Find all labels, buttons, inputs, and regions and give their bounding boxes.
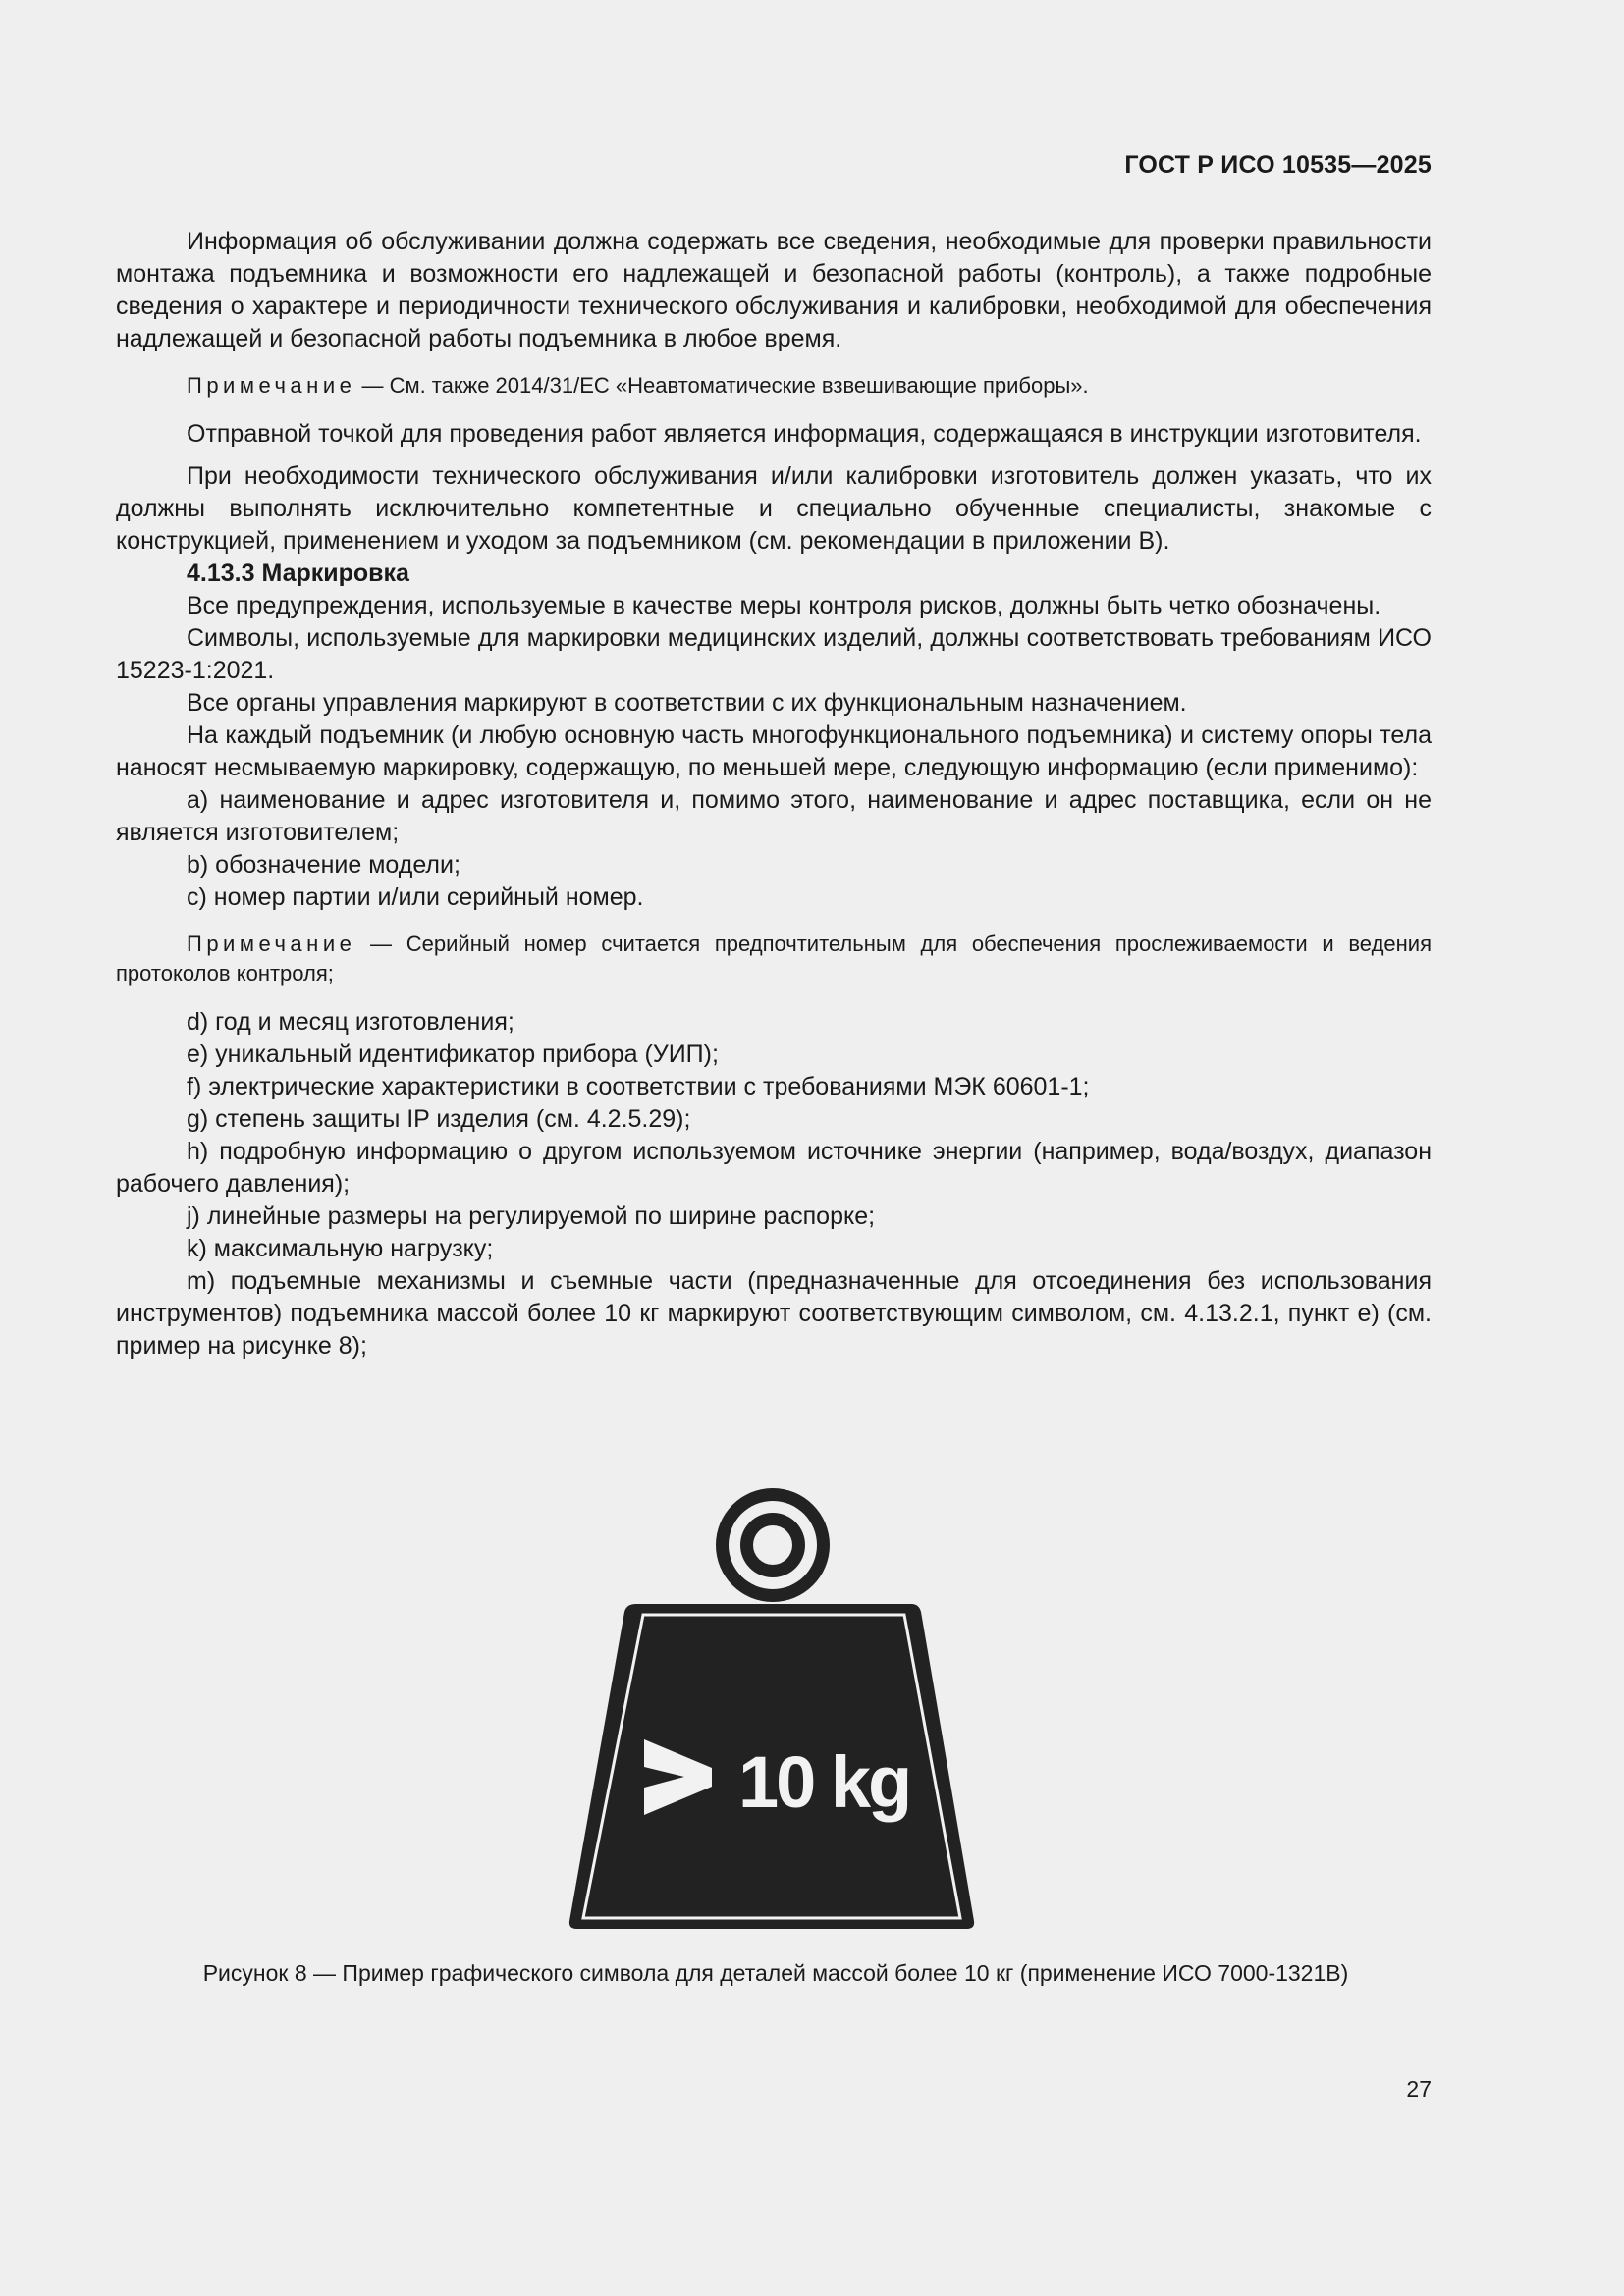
paragraph-marking: На каждый подъемник (и любую основную часть многофункционального подъемника) и систему опоры тела наносят несмываемую маркировку, содержащую, по меньшей мере, следующую информацию (если применимо):: [116, 721, 1432, 781]
document-id-header: ГОСТ Р ИСО 10535—2025: [1124, 151, 1432, 179]
paragraph-warnings: Все предупреждения, используемые в качестве меры контроля рисков, должны быть четко обозначены.: [187, 592, 1381, 619]
list-item-g: g) степень защиты IP изделия (см. 4.2.5.29);: [187, 1105, 691, 1133]
list-item-d: d) год и месяц изготовления;: [187, 1008, 514, 1036]
note-text: — См. также 2014/31/EC «Неавтоматические взвешивающие приборы».: [355, 373, 1089, 398]
paragraph-starting-point: Отправной точкой для проведения работ является информация, содержащаяся в инструкции изготовителя.: [187, 420, 1422, 448]
note-1: [116, 371, 1432, 400]
list-item-a: a) наименование и адрес изготовителя и, помимо этого, наименование и адрес поставщика, если он не является изготовителем;: [116, 786, 1432, 846]
list-item-e: e) уникальный идентификатор прибора (УИП);: [187, 1041, 719, 1068]
list-item-k: k) максимальную нагрузку;: [187, 1235, 494, 1262]
symbol-weight-label: 10 kg: [738, 1741, 910, 1823]
list-item-m: m) подъемные механизмы и съемные части (предназначенные для отсоединения без использования инструментов) подъемника массой более 10 кг маркируют соответствующим символом, см. 4.13.2.1, пункт e) (см. пример на рисунке 8);: [116, 1267, 1432, 1360]
note-label: Примечание: [187, 373, 356, 398]
list-item-b: b) обозначение модели;: [187, 851, 460, 879]
paragraph-calibration: При необходимости технического обслуживания и/или калибровки изготовитель должен указать, что их должны выполнять исключительно компетентные и специально обученные специалисты, знакомые с конструкцией, применением и уходом за подъемником (см. рекомендации в приложении В).: [116, 462, 1432, 555]
paragraph-maintenance-info: Информация об обслуживании должна содержать все сведения, необходимые для проверки правильности монтажа подъемника и возможности его надлежащей и безопасной работы (контроль), а также подробные сведения о характере и периодичности технического обслуживания и калибровки, необходимой для обеспечения надлежащей и безопасной работы подъемника в любое время.: [116, 228, 1432, 352]
paragraph-symbols: Символы, используемые для маркировки медицинских изделий, должны соответствовать требованиям ИСО 15223-1:2021.: [116, 624, 1432, 684]
weight-icon: [550, 1482, 1001, 1934]
list-item-j: j) линейные размеры на регулируемой по ширине распорке;: [187, 1202, 876, 1230]
list-item-h: h) подробную информацию о другом используемом источнике энергии (например, вода/воздух, диапазон рабочего давления);: [116, 1138, 1432, 1198]
note-label: Примечание: [187, 932, 356, 956]
figure-caption: Рисунок 8 — Пример графического символа для деталей массой более 10 кг (применение ИСО 7000-1321В): [202, 1960, 1349, 1986]
note-text: — Серийный номер считается предпочтительным для обеспечения прослеживаемости и ведения протоколов контроля;: [116, 932, 1432, 986]
list-item-c: c) номер партии и/или серийный номер.: [187, 883, 644, 911]
page-body: [116, 226, 1432, 1362]
weight-symbol-figure: [550, 1482, 1001, 1934]
list-item-f: f) электрические характеристики в соответствии с требованиями МЭК 60601-1;: [187, 1073, 1090, 1100]
section-heading: 4.13.3 Маркировка: [187, 560, 409, 587]
note-2: [116, 930, 1432, 988]
paragraph-controls: Все органы управления маркируют в соответствии с их функциональным назначением.: [187, 689, 1187, 717]
page-number: 27: [1406, 2076, 1432, 2102]
